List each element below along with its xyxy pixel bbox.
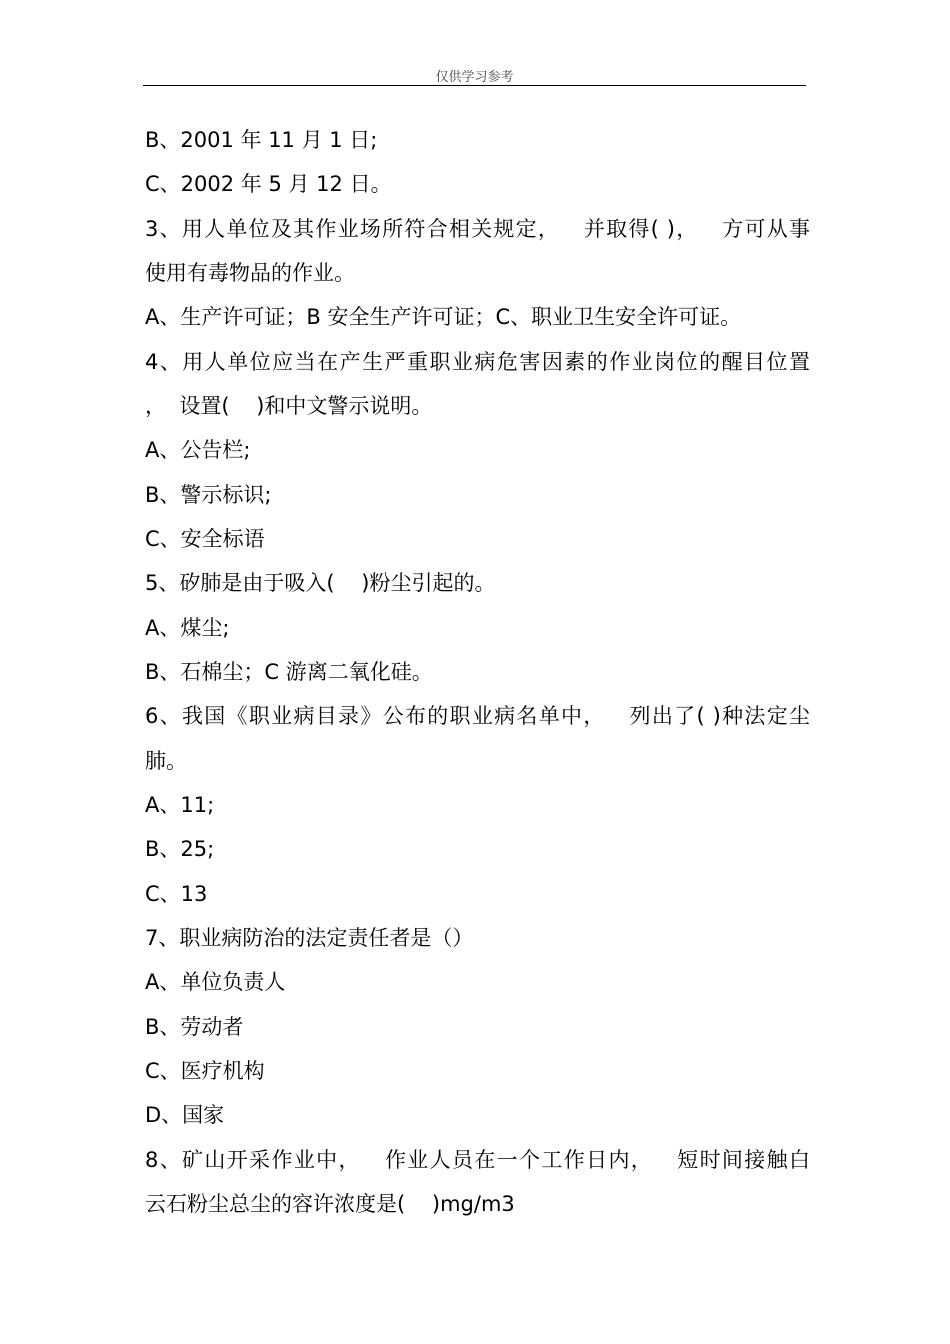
question-7-option-a: A、单位负责人 (145, 970, 286, 994)
question-3-line-2: 使用有毒物品的作业。 (145, 261, 355, 285)
question-6-option-b: B、25; (145, 837, 215, 861)
question-4-option-b: B、警示标识; (145, 483, 272, 507)
question-4-line-1: 4、用人单位应当在产生严重职业病危害因素的作业岗位的醒目位置 (145, 350, 810, 374)
question-6-option-c: C、13 (145, 882, 208, 906)
page-header: 仅供学习参考 (435, 70, 514, 85)
question-7: 7、职业病防治的法定责任者是（） (145, 926, 474, 950)
question-5-option-a: A、煤尘; (145, 616, 230, 640)
question-6-line-2: 肺。 (145, 749, 187, 773)
question-5-option-b-c: B、石棉尘；C 游离二氧化硅。 (145, 660, 433, 684)
question-5: 5、矽肺是由于吸入( )粉尘引起的。 (145, 571, 496, 595)
question-3-line-1: 3、用人单位及其作业场所符合相关规定， 并取得( )， 方可从事 (145, 217, 810, 241)
question-8-line-2: 云石粉尘总尘的容许浓度是( )mg/m3 (145, 1192, 515, 1216)
question-4-line-2: ， 设置( )和中文警示说明。 (145, 394, 433, 418)
question-8-line-1: 8、矿山开采作业中， 作业人员在一个工作日内， 短时间接触白 (145, 1148, 810, 1172)
question-6-line-1: 6、我国《职业病目录》公布的职业病名单中， 列出了( )种法定尘 (145, 704, 810, 728)
question-7-option-b: B、劳动者 (145, 1015, 244, 1039)
header-divider (143, 85, 806, 86)
option-c-line: C、2002 年 5 月 12 日。 (145, 172, 392, 196)
option-b-line: B、2001 年 11 月 1 日; (145, 128, 378, 152)
question-7-option-d: D、国家 (145, 1103, 225, 1127)
question-3-options: A、生产许可证；B 安全生产许可证；C、职业卫生安全许可证。 (145, 305, 742, 329)
question-6-option-a: A、11; (145, 793, 215, 817)
question-7-option-c: C、医疗机构 (145, 1059, 265, 1083)
question-4-option-c: C、安全标语 (145, 527, 265, 551)
question-4-option-a: A、公告栏; (145, 438, 251, 462)
